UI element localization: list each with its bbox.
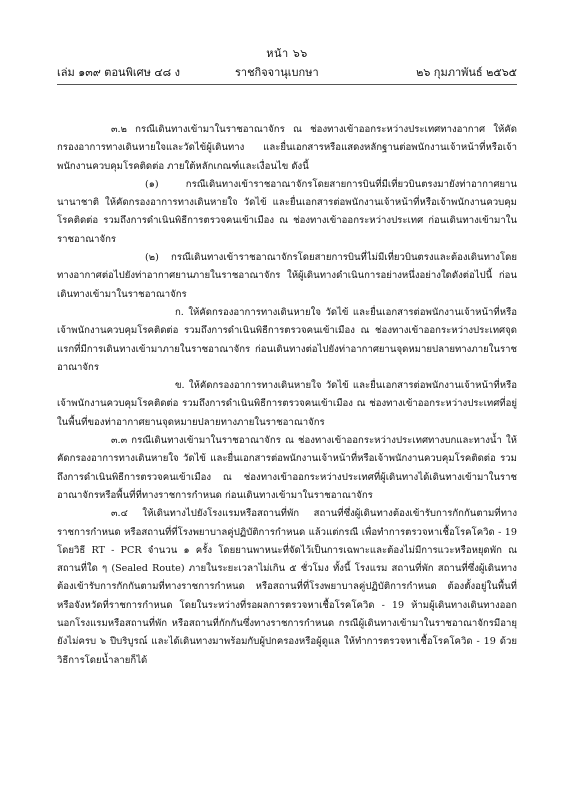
- volume-issue: เล่ม ๑๓๙ ตอนพิเศษ ๔๘ ง: [57, 66, 180, 79]
- clause-3-2-2-b: ข. ให้คัดกรองอาการทางเดินหายใจ วัดไข้ และยื่นเอกสารต่อพนักงานเจ้าหน้าที่หรือเจ้าพนักงานควบคุมโรคติดต่อ รวมถึงการดำเนินพิธีการตรวจคนเข้าเมือง ณ ช่องทางเข้าออกระหว่างประเทศที่อยู่ในพื้นที่ของท่าอากาศยานจุดหมายปลายทางภายในราชอาณาจักร: [57, 380, 517, 428]
- clause-3-2: ๓.๒ กรณีเดินทางเข้ามาในราชอาณาจักร ณ ช่องทางเข้าออกระหว่างประเทศทางอากาศ ให้คัดกรองอาการทางเดินหายใจและวัดไข้ผู้เดินทาง และยื่นเอกสารหรือแสดงหลักฐานต่อพนักงานเจ้าหน้าที่หรือเจ้าพนักงานควบคุมโรคติดต่อ ภายใต้หลักเกณฑ์และเงื่อนไข ดังนี้: [57, 124, 517, 172]
- header-divider: [57, 84, 517, 85]
- clause-3-3: ๓.๓ กรณีเดินทางเข้ามาในราชอาณาจักร ณ ช่องทางเข้าออกระหว่างประเทศทางบกและทางน้ำ ให้คัดกรองอาการทางเดินหายใจ วัดไข้ และยื่นเอกสารต่อพนักงานเจ้าหน้าที่หรือเจ้าพนักงานควบคุมโรคติดต่อ รวมถึงการดำเนินพิธีการตรวจคนเข้าเมือง ณ ช่องทางเข้าออกระหว่างประเทศที่ผู้เดินทางได้เดินทางเข้ามาในราชอาณาจักรหรือพื้นที่ที่ทางราชการกำหนด ก่อนเดินทางเข้ามาในราชอาณาจักร: [57, 435, 517, 501]
- gazette-header: [57, 63, 517, 79]
- document-body: [57, 121, 517, 670]
- clause-3-4: ๓.๔ ให้เดินทางไปยังโรงแรมหรือสถานที่พัก สถานที่ซึ่งผู้เดินทางต้องเข้ารับการกักกันตามที่ทางราชการกำหนด หรือสถานที่ที่โรงพยาบาลคู่ปฏิบัติการกำหนด แล้วแต่กรณี เพื่อทำการตรวจหาเชื้อโรคโควิด - 19 โดยวิธี RT - PCR จำนวน ๑ ครั้ง โดยยานพาหนะที่จัดไว้เป็นการเฉพาะและต้องไม่มีการแวะหรือหยุดพัก ณ สถานที่ใด ๆ (Sealed Route) ภายในระยะเวลาไม่เกิน ๕ ชั่วโมง ทั้งนี้ โรงแรม สถานที่พัก สถานที่ซึ่งผู้เดินทางต้องเข้ารับการกักกันตามที่ทางราชการกำหนด หรือสถานที่ที่โรงพยาบาลคู่ปฏิบัติการกำหนด ต้องตั้งอยู่ในพื้นที่หรือจังหวัดที่ราชการกำหนด โดยในระหว่างที่รอผลการตรวจหาเชื้อโรคโควิด - 19 ห้ามผู้เดินทางเดินทางออกนอกโรงแรมหรือสถานที่พัก หรือสถานที่กักกันซึ่งทางราชการกำหนด กรณีผู้เดินทางเข้ามาในราชอาณาจักรมีอายุยังไม่ครบ ๖ ปีบริบูรณ์ และได้เดินทางมาพร้อมกับผู้ปกครองหรือผู้ดูแล ให้ทำการตรวจหาเชื้อโรคโควิด - 19 ด้วยวิธีการโดยน้ำลายก็ได้: [57, 508, 517, 666]
- page-number: หน้า ๖๖: [266, 47, 308, 60]
- gazette-name: ราชกิจจานุเบกษา: [235, 66, 319, 79]
- clause-3-2-1: (๑) กรณีเดินทางเข้าราชอาณาจักรโดยสายการบินที่มีเที่ยวบินตรงมายังท่าอากาศยานนานาชาติ ให้คัดกรองอาการทางเดินหายใจ วัดไข้ และยื่นเอกสารต่อพนักงานเจ้าหน้าที่หรือเจ้าพนักงานควบคุมโรคติดต่อ รวมถึงการดำเนินพิธีการตรวจคนเข้าเมือง ณ ช่องทางเข้าออกระหว่างประเทศ ก่อนเดินทางเข้ามาในราชอาณาจักร: [57, 178, 517, 245]
- gazette-date: ๒๖ กุมภาพันธ์ ๒๕๖๕: [416, 66, 517, 79]
- clause-3-2-2-a: ก. ให้คัดกรองอาการทางเดินหายใจ วัดไข้ และยื่นเอกสารต่อพนักงานเจ้าหน้าที่หรือเจ้าพนักงานควบคุมโรคติดต่อ รวมถึงการดำเนินพิธีการตรวจคนเข้าเมือง ณ ช่องทางเข้าออกระหว่างประเทศจุดแรกที่มีการเดินทางเข้ามาภายในราชอาณาจักร ก่อนเดินทางต่อไปยังท่าอากาศยานจุดหมายปลายทางภายในราชอาณาจักร: [57, 306, 517, 373]
- clause-3-2-2: (๒) กรณีเดินทางเข้าราชอาณาจักรโดยสายการบินที่ไม่มีเที่ยวบินตรงและต้องเดินทางโดยทางอากาศต่อไปยังท่าอากาศยานภายในราชอาณาจักร ให้ผู้เดินทางดำเนินการอย่างหนึ่งอย่างใดดังต่อไปนี้ ก่อนเดินทางเข้ามาในราชอาณาจักร: [57, 252, 517, 300]
